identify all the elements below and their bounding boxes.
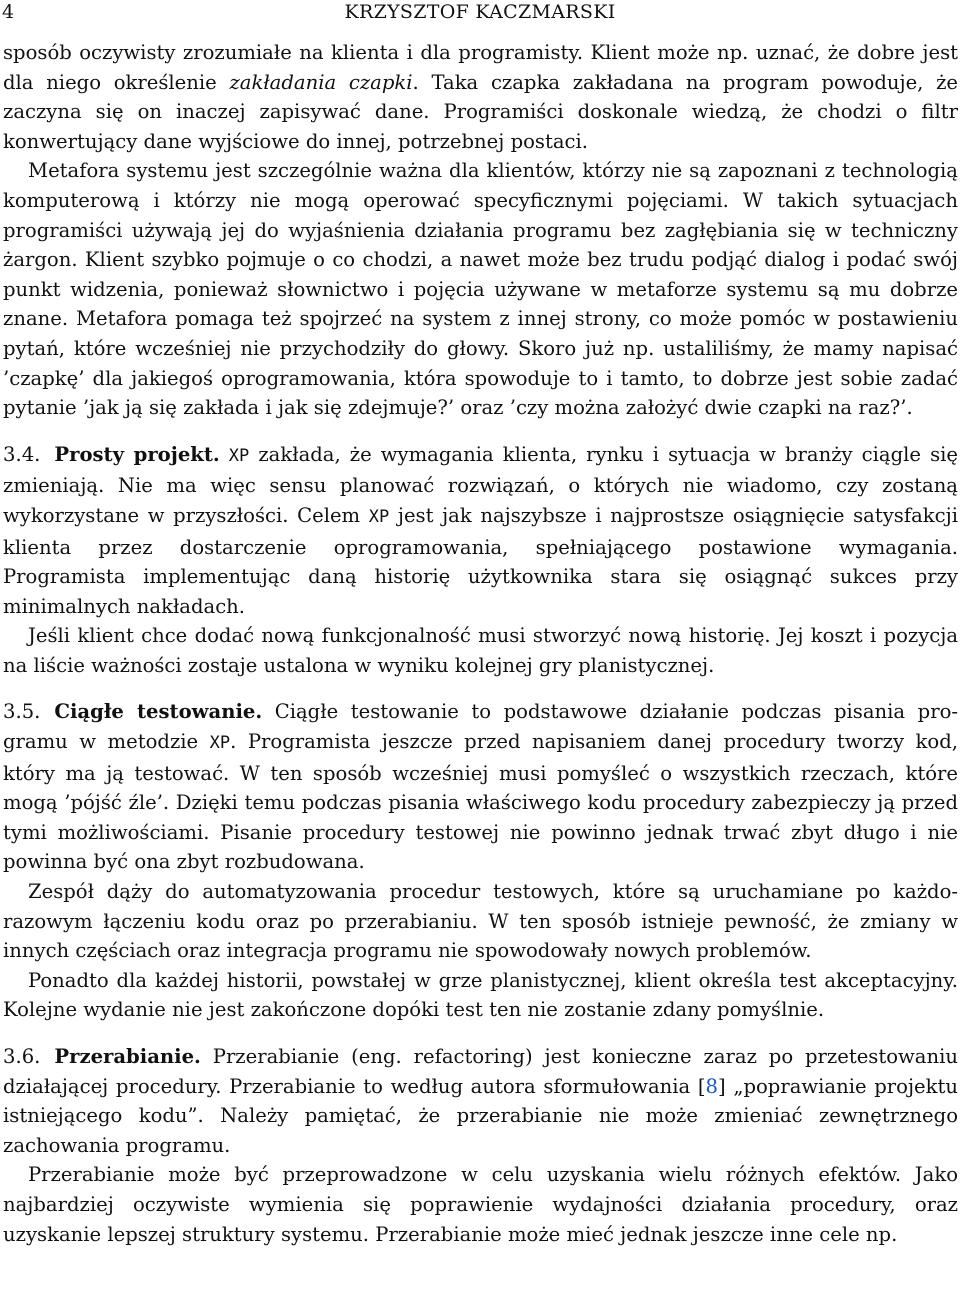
- text-run: . Taka czapka zakładana na program powoduje, że zaczyna się on inaczej zapisywać dane. Programiści doskonale wiedzą, że chodzi o filtr konwertujący dane wyjściowe do innej, potrzebnej postaci.: [3, 70, 959, 153]
- section-number: 3.4.: [3, 442, 41, 466]
- xp-abbreviation: XP: [368, 506, 390, 527]
- text-run: Ciągłe testowanie to podstawowe działanie podczas pisania programu w metodzie: [3, 700, 958, 754]
- page-header: [2, 0, 958, 24]
- emphasis-text: zakładania czapki: [229, 70, 413, 94]
- section-title: Przerabianie.: [54, 1045, 201, 1068]
- document-body: [3, 38, 958, 1249]
- text-run: sposób oczywisty zrozumiałe na klienta i dla programisty. Klient może np. uznać, że dobre jest dla niego określenie: [3, 41, 958, 94]
- paragraph-metaphor-importance: Metafora systemu jest szczególnie ważna dla klientów, którzy nie są zapoznani z technologią komputerową i którzy nie mogą operować specyficznymi pojęciami. W takich sytuacjach programiści używają jej do wyjaśnienia działania programu bez zagłębiania się w techniczny żargon. Klient szybko pojmuje o co chodzi, a nawet może bez trudu podjąć dialog i podać swój punkt widzenia, ponieważ słownictwo i pojęcia używane w metaforze systemu są mu dobrze znane. Metafora pomaga też spojrzeć na system z innej strony, co może pomóc w postawieniu pytań, które wcześniej nie przychodziły do głowy. Skoro już np. ustaliliśmy, że mamy napisać ’czapkę’ dla jakiegoś oprogramowania, która spowoduje to i tamto, to dobrze jest sobie zadać pytanie ’jak ją się zakłada i jak się zdejmuje?’ oraz ’czy można założyć dwie czapki na raz?’.: [3, 159, 958, 420]
- text-run: . Programista jeszcze przed napisaniem danej procedury tworzy kod, który ma ją testować. W ten sposób wcześniej musi pomyśleć o wszystkich rzeczach, które mogą ’pójść źle’. Dzięki temu podczas pisania właściwego kodu procedury zabezpieczy ją przed tymi możliwościami. Pisanie procedury testowej nie powinno jednak trwać zbyt długo i nie powinna być ona zbyt rozbudowana.: [3, 730, 958, 874]
- section-3-5-continuous-testing: [3, 697, 958, 877]
- section-title: Prosty projekt.: [54, 442, 220, 466]
- xp-abbreviation: XP: [228, 445, 250, 466]
- section-3-4-simple-design: [3, 440, 958, 622]
- section-3-6-refactoring: [3, 1042, 958, 1160]
- citation-link[interactable]: 8: [705, 1074, 718, 1098]
- section-title: Ciągłe testowanie.: [54, 700, 263, 724]
- text-run: Przerabianie (eng. refactoring) jest konieczne zaraz po przetestowaniu działającej procedury. Przerabianie to według autora sformułowania [: [3, 1045, 958, 1098]
- paragraph-test-automation: Zespół dąży do automatyzowania procedur testowych, które są uruchamiane po każdorazowym łączeniu kodu oraz po przerabianiu. W ten sposób istnieje pewność, że zmiany w innych częściach oraz integracja programu nie spowodowały nowych problemów.: [3, 880, 958, 963]
- paragraph-new-functionality: Jeśli klient chce dodać nową funkcjonalność musi stworzyć nową historię. Jej koszt i pozycja na liście ważności zostaje ustalona w wyniku kolejnej gry planistycznej.: [3, 624, 958, 677]
- section-number: 3.5.: [3, 700, 41, 724]
- page-number: 4: [2, 1, 15, 23]
- text-run: zakłada, że wymagania klienta, rynku i sytuacja w branży ciągle się zmieniają. Nie ma więc sensu planować rozwiązań, o których nie wiadomo, czy zostaną wykorzystane w przyszłości. Celem: [3, 442, 958, 527]
- xp-abbreviation: XP: [209, 733, 231, 754]
- paragraph-acceptance-test: Ponadto dla każdej historii, powstałej w grze planistycznej, klient określa test akceptacyjny. Kolejne wydanie nie jest zakończone dopóki test ten nie zostanie zdany pomyślnie.: [3, 968, 958, 1022]
- text-run: ] „poprawianie projektu istniejącego kodu”. Należy pamiętać, że przerabianie nie może zmieniać zewnętrznego zachowania programu.: [3, 1074, 959, 1157]
- paragraph-metaphor-intro: [3, 38, 958, 156]
- section-number: 3.6.: [3, 1045, 41, 1068]
- running-head: KRZYSZTOF KACZMARSKI: [344, 1, 616, 23]
- text-run: jest jak najszybsze i najprostsze osiągnięcie satysfakcji klienta przez dostarczenie oprogramowania, spełniającego postawione wymagania. Programista implementując daną historię użytkownika stara się osiągnąć sukces przy minimalnych nakładach.: [3, 503, 958, 618]
- paragraph-refactoring-goals: Przerabianie może być przeprowadzone w celu uzyskania wielu różnych efektów. Jako najbardziej oczywiste wymienia się poprawienie wydajności działania procedury, oraz uzyskanie lepszej struktury systemu. Przerabianie może mieć jednak jeszcze inne cele np.: [3, 1163, 958, 1246]
